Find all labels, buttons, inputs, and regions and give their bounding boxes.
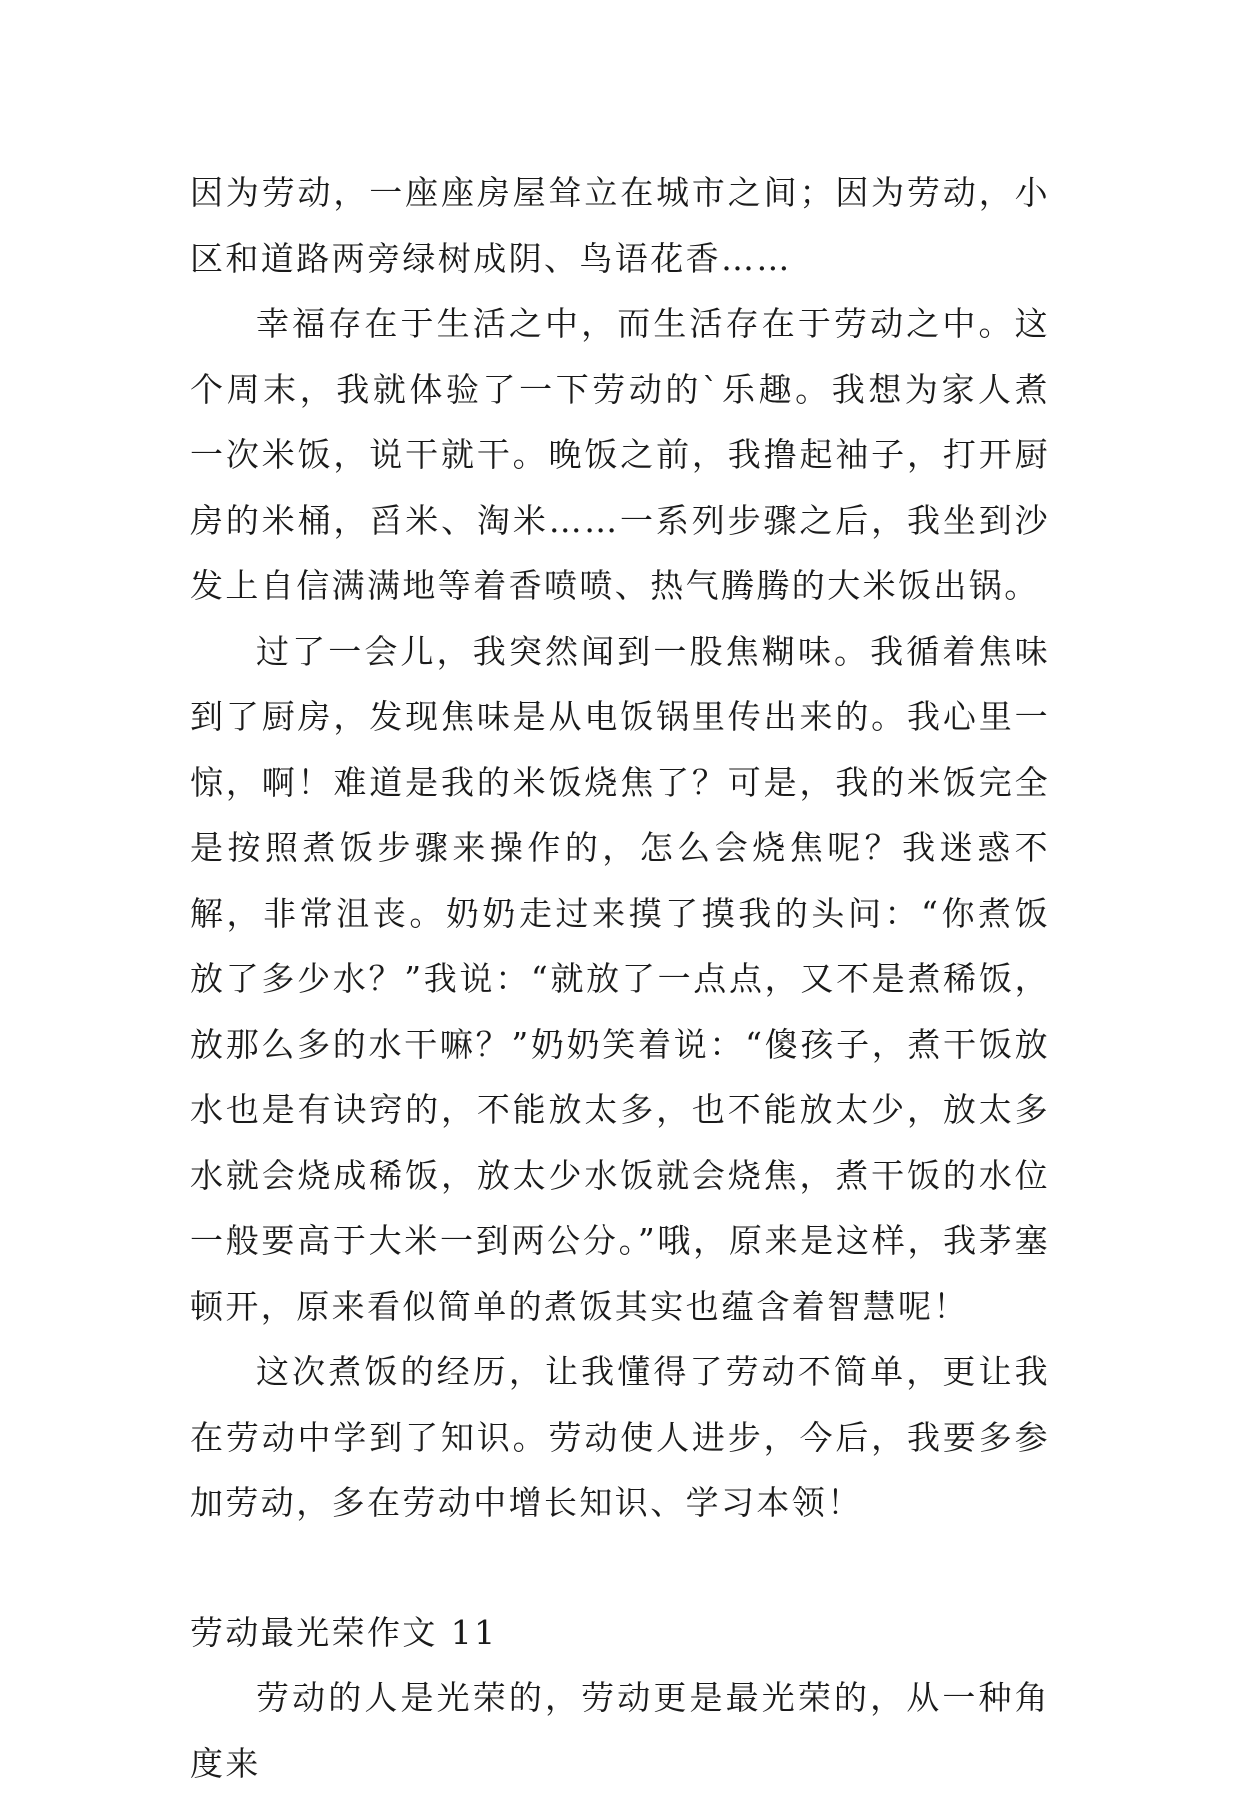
paragraph-1: 因为劳动，一座座房屋耸立在城市之间；因为劳动，小区和道路两旁绿树成阴、鸟语花香……: [190, 173, 1050, 278]
section-spacer: [190, 1536, 1050, 1600]
paragraph-3: 过了一会儿，我突然闻到一股焦糊味。我循着焦味到了厨房，发现焦味是从电饭锅里传出来的。我心里一惊，啊！难道是我的米饭烧焦了？可是，我的米饭完全是按照煮饭步骤来操作的，怎么会烧焦呢？我迷惑不解，非常沮丧。奶奶走过来摸了摸我的头问：“你煮饭放了多少水？”我说：“就放了一点点，又不是煮稀饭，放那么多的水干嘛？”奶奶笑着说：“傻孩子，煮干饭放水也是有诀窍的，不能放太多，也不能放太少，放太多水就会烧成稀饭，放太少水饭就会烧焦，煮干饭的水位一般要高于大米一到两公分。”哦，原来是这样，我茅塞顿开，原来看似简单的煮饭其实也蕴含着智慧呢！: [190, 631, 1050, 1326]
paragraph-2: 幸福存在于生活之中，而生活存在于劳动之中。这个周末，我就体验了一下劳动的`乐趣。我想为家人煮一次米饭，说干就干。晚饭之前，我撸起袖子，打开厨房的米桶，舀米、淘米……一系列步骤之后，我坐到沙发上自信满满地等着香喷喷、热气腾腾的大米饭出锅。: [190, 304, 1050, 605]
section-first-paragraph: 劳动的人是光荣的，劳动更是最光荣的，从一种角度来: [190, 1678, 1050, 1783]
document-body: [190, 160, 1050, 1796]
paragraph-4: 这次煮饭的经历，让我懂得了劳动不简单，更让我在劳动中学到了知识。劳动使人进步，今后，我要多参加劳动，多在劳动中增长知识、学习本领！: [190, 1352, 1050, 1522]
section-heading: 劳动最光荣作文 11: [190, 1612, 498, 1652]
